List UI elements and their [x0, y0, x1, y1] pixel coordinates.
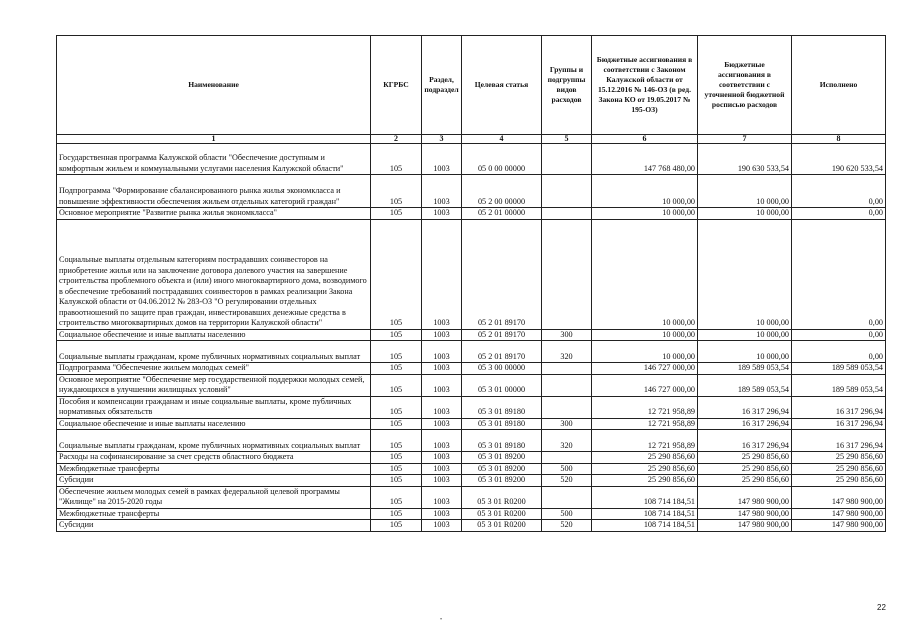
table-row	[57, 430, 886, 452]
column-number: 5	[542, 135, 592, 144]
cell-name: Основное мероприятие "Обеспечение мер государственной поддержки молодых семей, нуждающихся в улучшении жилищных условий"	[57, 374, 371, 396]
cell-section: 1003	[422, 508, 462, 520]
cell-target: 05 3 00 00000	[462, 363, 542, 375]
cell-name: Межбюджетные трансферты	[57, 463, 371, 475]
cell-kgrbs: 105	[371, 486, 422, 508]
page-number: 22	[877, 603, 886, 612]
cell-revised: 147 980 900,00	[698, 520, 792, 532]
cell-executed: 189 589 053,54	[792, 374, 886, 396]
cell-kgrbs: 105	[371, 374, 422, 396]
cell-target: 05 3 01 R0200	[462, 486, 542, 508]
cell-revised: 10 000,00	[698, 219, 792, 329]
cell-target: 05 3 01 00000	[462, 374, 542, 396]
cell-assigned: 12 721 958,89	[592, 396, 698, 418]
cell-section: 1003	[422, 208, 462, 220]
header-executed: Исполнено	[792, 36, 886, 135]
cell-target: 05 2 00 00000	[462, 175, 542, 208]
cell-name: Государственная программа Калужской области "Обеспечение доступным и комфортным жильем и коммунальными услугами населения Калужской области"	[57, 144, 371, 175]
column-number-row	[57, 135, 886, 144]
cell-revised: 10 000,00	[698, 329, 792, 341]
cell-executed: 16 317 296,94	[792, 430, 886, 452]
cell-revised: 25 290 856,60	[698, 475, 792, 487]
table-row	[57, 374, 886, 396]
cell-section: 1003	[422, 430, 462, 452]
cell-executed: 25 290 856,60	[792, 463, 886, 475]
header-group: Группы и подгруппы видов расходов	[542, 36, 592, 135]
budget-table-page	[56, 35, 886, 532]
cell-section: 1003	[422, 396, 462, 418]
cell-assigned: 25 290 856,60	[592, 463, 698, 475]
cell-assigned: 10 000,00	[592, 219, 698, 329]
cell-name: Обеспечение жильем молодых семей в рамках федеральной целевой программы "Жилище" на 2015-2020 годы	[57, 486, 371, 508]
cell-name: Субсидии	[57, 520, 371, 532]
cell-target: 05 0 00 00000	[462, 144, 542, 175]
cell-target: 05 3 01 R0200	[462, 520, 542, 532]
table-row	[57, 486, 886, 508]
cell-group: 520	[542, 520, 592, 532]
cell-group	[542, 396, 592, 418]
header-target: Целевая статья	[462, 36, 542, 135]
cell-section: 1003	[422, 329, 462, 341]
cell-revised: 147 980 900,00	[698, 508, 792, 520]
cell-kgrbs: 105	[371, 520, 422, 532]
table-row	[57, 208, 886, 220]
cell-group: 500	[542, 508, 592, 520]
cell-group	[542, 208, 592, 220]
cell-group	[542, 175, 592, 208]
header-kgrbs: КГРБС	[371, 36, 422, 135]
cell-target: 05 3 01 89200	[462, 475, 542, 487]
cell-assigned: 146 727 000,00	[592, 374, 698, 396]
table-row	[57, 144, 886, 175]
cell-target: 05 3 01 89180	[462, 396, 542, 418]
cell-revised: 189 589 053,54	[698, 363, 792, 375]
cell-executed: 25 290 856,60	[792, 475, 886, 487]
column-number: 1	[57, 135, 371, 144]
cell-assigned: 25 290 856,60	[592, 452, 698, 464]
cell-name: Субсидии	[57, 475, 371, 487]
cell-target: 05 3 01 89180	[462, 430, 542, 452]
cell-target: 05 2 01 89170	[462, 219, 542, 329]
cell-kgrbs: 105	[371, 430, 422, 452]
cell-name: Подпрограмма "Формирование сбалансированного рынка жилья экономкласса и повышение эффективности обеспечения жильем отдельных категорий граждан"	[57, 175, 371, 208]
cell-kgrbs: 105	[371, 208, 422, 220]
cell-assigned: 10 000,00	[592, 175, 698, 208]
cell-revised: 16 317 296,94	[698, 418, 792, 430]
cell-section: 1003	[422, 486, 462, 508]
cell-group: 300	[542, 418, 592, 430]
cell-revised: 16 317 296,94	[698, 430, 792, 452]
column-number: 2	[371, 135, 422, 144]
cell-kgrbs: 105	[371, 341, 422, 363]
cell-name: Социальное обеспечение и иные выплаты населению	[57, 418, 371, 430]
cell-kgrbs: 105	[371, 452, 422, 464]
cell-section: 1003	[422, 463, 462, 475]
header-revised: Бюджетные ассигнования в соответствии с уточненной бюджетной росписью расходов	[698, 36, 792, 135]
cell-revised: 10 000,00	[698, 341, 792, 363]
cell-name: Социальные выплаты гражданам, кроме публичных нормативных социальных выплат	[57, 430, 371, 452]
cell-group	[542, 144, 592, 175]
table-row	[57, 363, 886, 375]
cell-target: 05 3 01 89200	[462, 452, 542, 464]
footer-mark: •	[440, 617, 443, 623]
cell-executed: 0,00	[792, 219, 886, 329]
table-row	[57, 219, 886, 329]
cell-name: Подпрограмма "Обеспечение жильем молодых семей"	[57, 363, 371, 375]
cell-kgrbs: 105	[371, 219, 422, 329]
cell-kgrbs: 105	[371, 418, 422, 430]
cell-group: 500	[542, 463, 592, 475]
cell-name: Пособия и компенсации гражданам и иные социальные выплаты, кроме публичных нормативных обязательств	[57, 396, 371, 418]
cell-section: 1003	[422, 175, 462, 208]
cell-assigned: 147 768 480,00	[592, 144, 698, 175]
cell-group	[542, 452, 592, 464]
cell-section: 1003	[422, 520, 462, 532]
cell-revised: 147 980 900,00	[698, 486, 792, 508]
cell-assigned: 146 727 000,00	[592, 363, 698, 375]
cell-section: 1003	[422, 363, 462, 375]
cell-assigned: 108 714 184,51	[592, 508, 698, 520]
cell-kgrbs: 105	[371, 363, 422, 375]
cell-executed: 0,00	[792, 175, 886, 208]
cell-kgrbs: 105	[371, 463, 422, 475]
cell-group	[542, 219, 592, 329]
cell-group	[542, 374, 592, 396]
cell-assigned: 25 290 856,60	[592, 475, 698, 487]
cell-assigned: 10 000,00	[592, 208, 698, 220]
cell-executed: 190 620 533,54	[792, 144, 886, 175]
cell-kgrbs: 105	[371, 329, 422, 341]
budget-table	[56, 35, 886, 532]
header-row	[57, 36, 886, 135]
cell-revised: 10 000,00	[698, 175, 792, 208]
column-number: 7	[698, 135, 792, 144]
cell-section: 1003	[422, 418, 462, 430]
cell-name: Межбюджетные трансферты	[57, 508, 371, 520]
cell-target: 05 3 01 89180	[462, 418, 542, 430]
table-row	[57, 452, 886, 464]
cell-section: 1003	[422, 144, 462, 175]
cell-name: Основное мероприятие "Развитие рынка жилья экономкласса"	[57, 208, 371, 220]
cell-executed: 25 290 856,60	[792, 452, 886, 464]
cell-kgrbs: 105	[371, 475, 422, 487]
table-row	[57, 329, 886, 341]
cell-assigned: 10 000,00	[592, 341, 698, 363]
header-section: Раздел, подраздел	[422, 36, 462, 135]
table-row	[57, 341, 886, 363]
cell-revised: 25 290 856,60	[698, 452, 792, 464]
cell-group: 320	[542, 341, 592, 363]
cell-executed: 0,00	[792, 329, 886, 341]
cell-executed: 189 589 053,54	[792, 363, 886, 375]
column-number: 4	[462, 135, 542, 144]
cell-executed: 16 317 296,94	[792, 396, 886, 418]
cell-kgrbs: 105	[371, 396, 422, 418]
cell-revised: 189 589 053,54	[698, 374, 792, 396]
cell-name: Социальное обеспечение и иные выплаты населению	[57, 329, 371, 341]
cell-kgrbs: 105	[371, 144, 422, 175]
cell-revised: 16 317 296,94	[698, 396, 792, 418]
header-assigned: Бюджетные ассигнования в соответствии с Законом Калужской области от 15.12.2016 № 146-ОЗ (в ред. Закона КО от 19.05.2017 № 195-ОЗ)	[592, 36, 698, 135]
cell-executed: 147 980 900,00	[792, 520, 886, 532]
table-row	[57, 463, 886, 475]
cell-name: Социальные выплаты гражданам, кроме публичных нормативных социальных выплат	[57, 341, 371, 363]
table-row	[57, 508, 886, 520]
cell-group: 520	[542, 475, 592, 487]
cell-group: 320	[542, 430, 592, 452]
table-row	[57, 418, 886, 430]
cell-section: 1003	[422, 374, 462, 396]
cell-kgrbs: 105	[371, 508, 422, 520]
table-row	[57, 175, 886, 208]
table-row	[57, 475, 886, 487]
cell-assigned: 12 721 958,89	[592, 418, 698, 430]
cell-target: 05 3 01 R0200	[462, 508, 542, 520]
cell-section: 1003	[422, 219, 462, 329]
cell-group	[542, 486, 592, 508]
cell-assigned: 12 721 958,89	[592, 430, 698, 452]
cell-target: 05 2 01 89170	[462, 341, 542, 363]
cell-revised: 10 000,00	[698, 208, 792, 220]
cell-section: 1003	[422, 341, 462, 363]
cell-assigned: 108 714 184,51	[592, 486, 698, 508]
cell-target: 05 2 01 00000	[462, 208, 542, 220]
column-number: 8	[792, 135, 886, 144]
cell-assigned: 108 714 184,51	[592, 520, 698, 532]
cell-executed: 147 980 900,00	[792, 486, 886, 508]
cell-name: Расходы на софинансирование за счет средств областного бюджета	[57, 452, 371, 464]
header-name: Наименование	[57, 36, 371, 135]
cell-group	[542, 363, 592, 375]
cell-executed: 16 317 296,94	[792, 418, 886, 430]
cell-executed: 0,00	[792, 341, 886, 363]
column-number: 6	[592, 135, 698, 144]
cell-executed: 0,00	[792, 208, 886, 220]
cell-group: 300	[542, 329, 592, 341]
cell-section: 1003	[422, 452, 462, 464]
cell-executed: 147 980 900,00	[792, 508, 886, 520]
cell-kgrbs: 105	[371, 175, 422, 208]
table-row	[57, 396, 886, 418]
table-row	[57, 520, 886, 532]
cell-assigned: 10 000,00	[592, 329, 698, 341]
cell-revised: 25 290 856,60	[698, 463, 792, 475]
cell-target: 05 3 01 89200	[462, 463, 542, 475]
cell-target: 05 2 01 89170	[462, 329, 542, 341]
column-number: 3	[422, 135, 462, 144]
table-body	[57, 144, 886, 532]
cell-name: Социальные выплаты отдельным категориям пострадавших соинвесторов на приобретение жилья или на заключение договора долевого участия на завершение строительства проблемного объекта и (или) иного многоквартирного дома, возводимого в обеспечение требований пострадавших соинвесторов в рамках реализации Закона Калужской области от 04.06.2012 № 283-ОЗ "О регулировании отдельных правоотношений по защите прав граждан, инвестировавших денежные средства в строительство многоквартирных домов на территории Калужской области"	[57, 219, 371, 329]
cell-section: 1003	[422, 475, 462, 487]
cell-revised: 190 630 533,54	[698, 144, 792, 175]
